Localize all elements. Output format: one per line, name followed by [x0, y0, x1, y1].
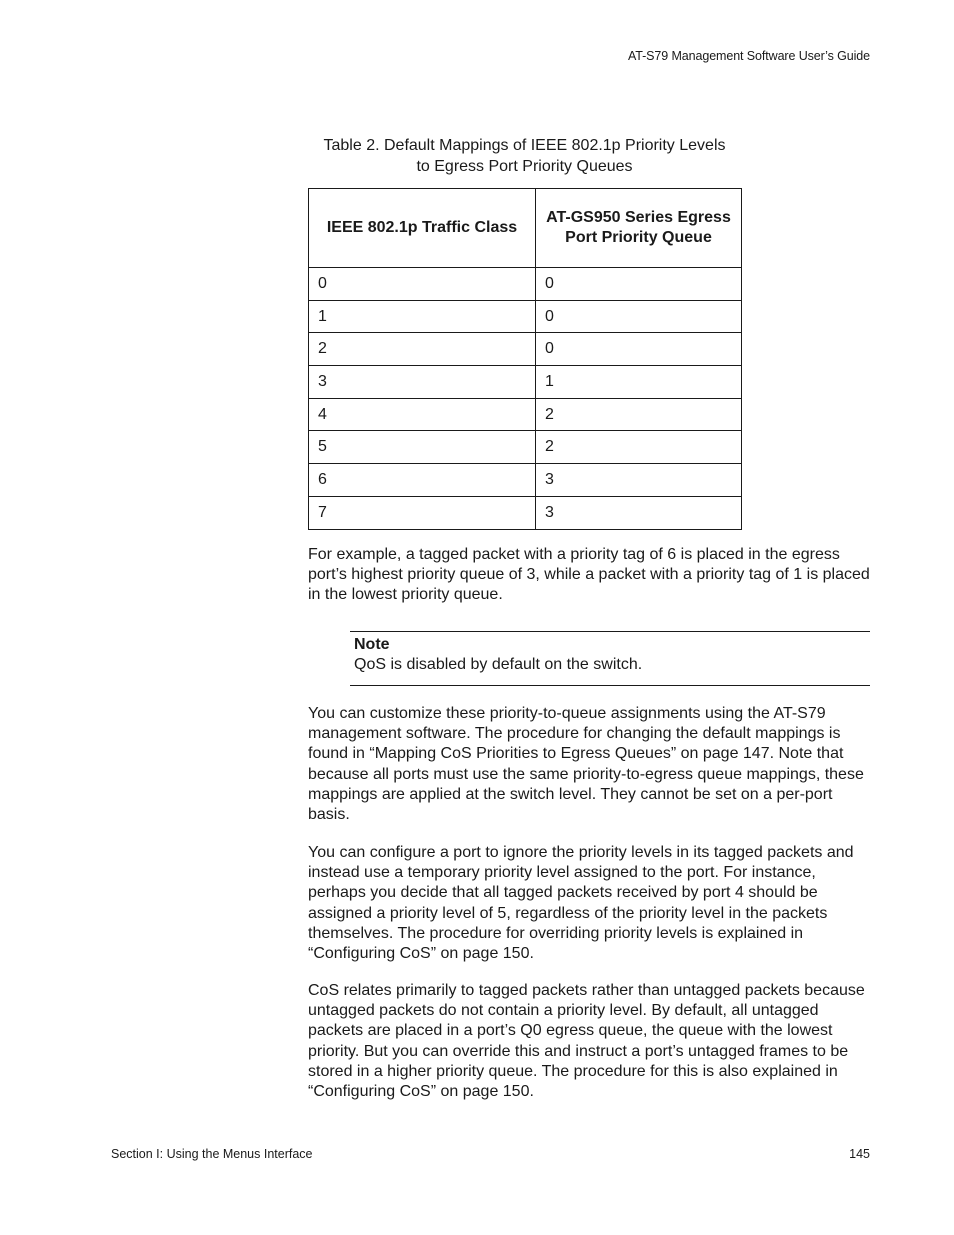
note-text: QoS is disabled by default on the switch.: [354, 656, 643, 673]
table-caption: [308, 135, 741, 177]
table-cell: 0: [536, 333, 742, 366]
table-cell: 3: [536, 464, 742, 497]
paragraph-customize: You can customize these priority-to-queue assignments using the AT-S79 management software. The procedure for changing the default mappings is found in “Mapping CoS Priorities to Egress Queues” on page 147. Note that because all ports must use the same priority-to-egress queue mappings, these mappings are applied at the switch level. They cannot be set on a per-port basis.: [308, 705, 864, 824]
table-header-row: [309, 189, 742, 268]
table-row: [309, 333, 742, 366]
note-box: [350, 631, 870, 686]
paragraph-cos-untagged: CoS relates primarily to tagged packets rather than untagged packets because untagged packets do not contain a priority level. By default, all untagged packets are placed in a port’s Q0 egress queue, the queue with the lowest priority. But you can override this and instruct a port’s untagged frames to be stored in a higher priority queue. The procedure for this is also explained in “Configuring CoS” on page 150.: [308, 982, 865, 1101]
table-row: [309, 268, 742, 301]
table-row: [309, 366, 742, 399]
column-header-egress-queue: AT-GS950 Series Egress Port Priority Queue: [536, 189, 742, 268]
table-cell: 2: [536, 398, 742, 431]
note-label: Note: [354, 636, 390, 653]
table-row: [309, 398, 742, 431]
table-cell: 3: [309, 366, 536, 399]
table-cell: 0: [536, 300, 742, 333]
table-cell: 2: [536, 431, 742, 464]
table-cell: 6: [309, 464, 536, 497]
table-cell: 7: [309, 496, 536, 529]
paragraph-example: For example, a tagged packet with a priority tag of 6 is placed in the egress port’s highest priority queue of 3, while a packet with a priority tag of 1 is placed in the lowest priority queue.: [308, 546, 870, 604]
footer-section: Section I: Using the Menus Interface: [111, 1147, 313, 1161]
table-cell: 0: [536, 268, 742, 301]
table-row: [309, 464, 742, 497]
priority-mapping-table: [308, 188, 742, 530]
table-cell: 1: [309, 300, 536, 333]
table-cell: 2: [309, 333, 536, 366]
paragraph-configure-port: You can configure a port to ignore the priority levels in its tagged packets and instead use a temporary priority level assigned to the port. For instance, perhaps you decide that all tagged packets received by port 4 should be assigned a priority level of 5, regardless of the priority level in the packets themselves. The procedure for overriding priority levels is explained in “Configuring CoS” on page 150.: [308, 844, 854, 963]
running-header: AT-S79 Management Software User’s Guide: [627, 49, 870, 63]
table-row: [309, 496, 742, 529]
page-number: 145: [849, 1147, 870, 1161]
table-cell: 1: [536, 366, 742, 399]
table-caption-line1: Table 2. Default Mappings of IEEE 802.1p Priority Levels: [323, 137, 726, 154]
table-cell: 5: [309, 431, 536, 464]
table-cell: 4: [309, 398, 536, 431]
table-row: [309, 300, 742, 333]
table-row: [309, 431, 742, 464]
table-cell: 0: [309, 268, 536, 301]
table-caption-line2: to Egress Port Priority Queues: [416, 158, 633, 175]
column-header-traffic-class: IEEE 802.1p Traffic Class: [309, 189, 536, 268]
table-cell: 3: [536, 496, 742, 529]
